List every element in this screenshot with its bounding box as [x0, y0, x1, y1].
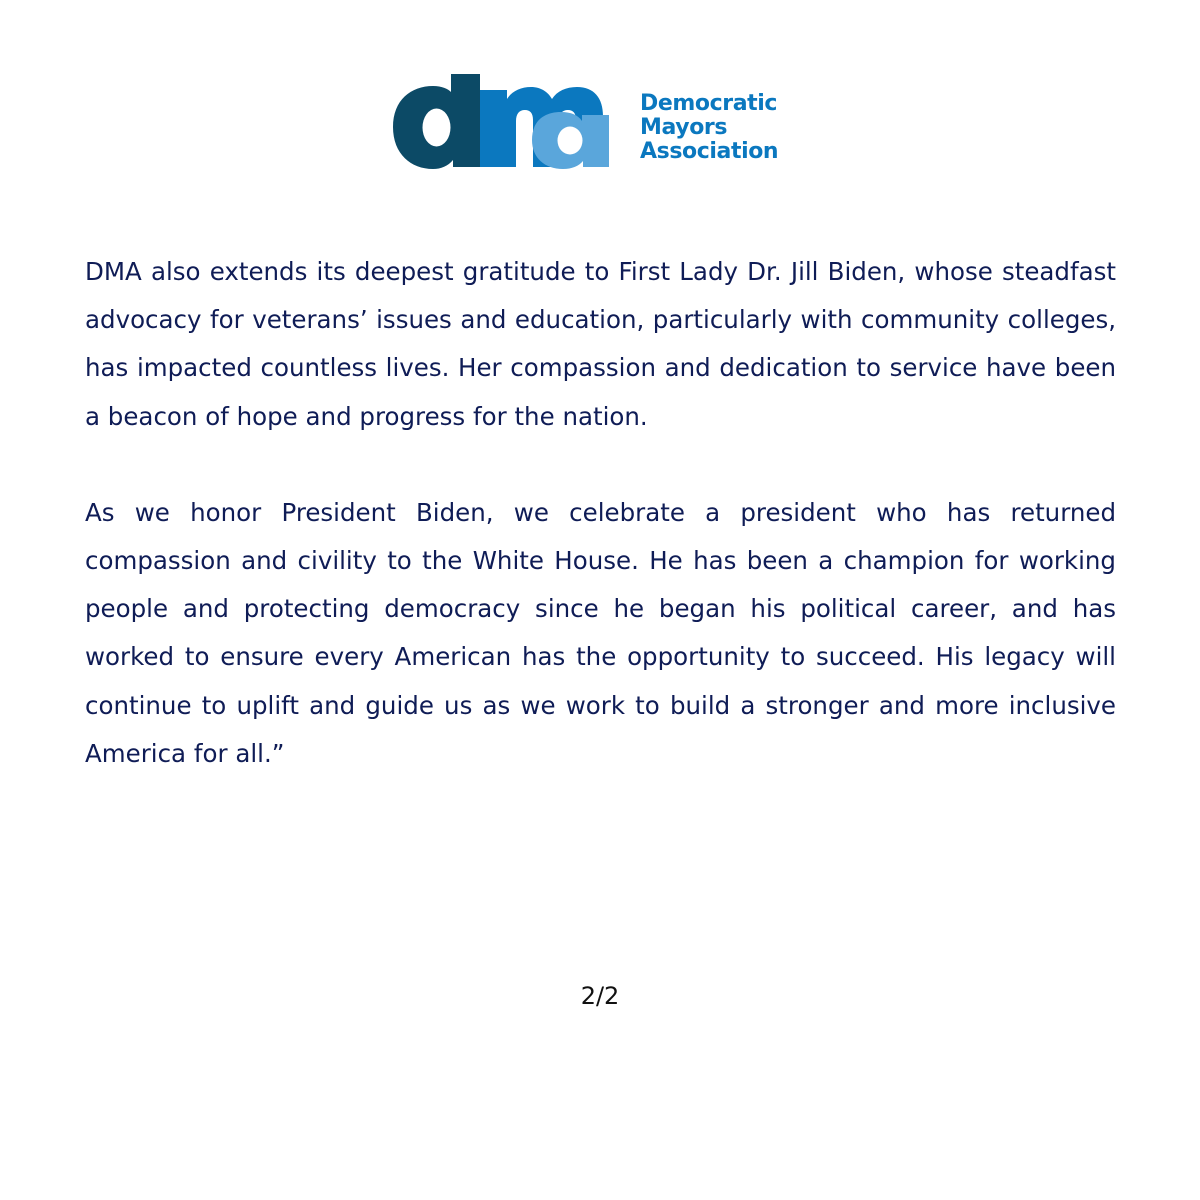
logo-name-line-3: Association	[640, 139, 779, 164]
logo-name-line-1: Democratic	[640, 91, 778, 116]
logo-organization-name	[640, 92, 815, 164]
dma-logo-mark	[393, 66, 633, 171]
page-number: 2/2	[580, 982, 620, 1010]
logo-letter-d	[393, 74, 480, 169]
logo-letter-a	[532, 112, 609, 169]
logo-name-line-2: Mayors	[640, 115, 728, 140]
statement-body	[85, 248, 1116, 778]
paragraph-gratitude: DMA also extends its deepest gratitude to First Lady Dr. Jill Biden, whose steadfast advocacy for veterans’ issues and education, particularly with community colleges, has impacted countless lives. Her compassion and dedication to service have been a beacon of hope and progress for the nation.	[85, 257, 1116, 431]
paragraph-honor: As we honor President Biden, we celebrate a president who has returned compassion and civility to the White House. He has been a champion for working people and protecting democracy since he began his political career, and has worked to ensure every American has the opportunity to succeed. His legacy will continue to uplift and guide us as we work to build a stronger and more inclusive America for all.”	[85, 497, 1116, 768]
dma-logo	[393, 66, 813, 176]
